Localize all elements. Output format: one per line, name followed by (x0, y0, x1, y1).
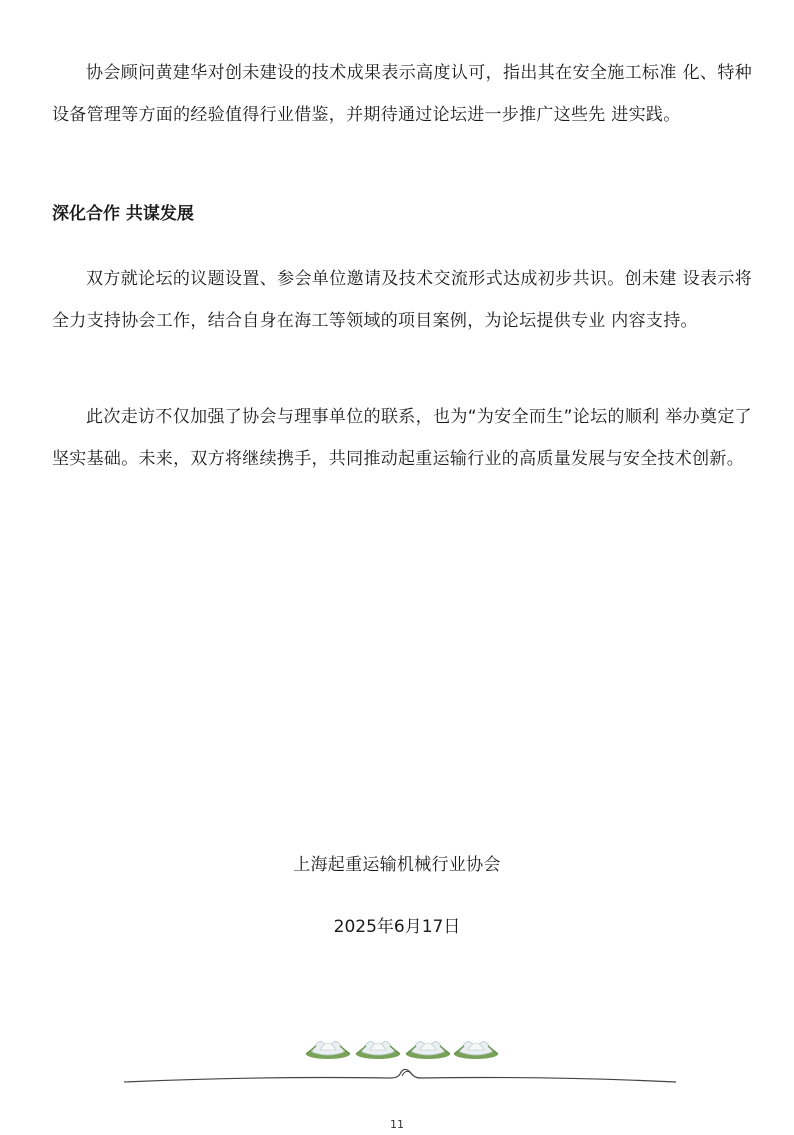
signature-date: 2025年6月17日 (333, 917, 461, 937)
divider-line (124, 1069, 676, 1082)
lotus-flower-icon (406, 1041, 450, 1059)
body-paragraph: 此次走访不仅加强了协会与理事单位的联系，也为“为安全而生”论坛的顺利 举办奠定了坚实基础。未来，双方将继续携手，共同推动起重运输行业的高质量发展与安全技术创新。 (52, 407, 752, 469)
body-paragraph: 双方就论坛的议题设置、参会单位邀请及技术交流形式达成初步共识。创未建 设表示将全力支持协会工作，结合自身在海工等领域的项目案例，为论坛提供专业 内容支持。 (52, 269, 752, 331)
lotus-flower-icon (454, 1041, 498, 1059)
body-paragraph: 协会顾问黄建华对创未建设的技术成果表示高度认可，指出其在安全施工标准 化、特种设备管理等方面的经验值得行业借鉴，并期待通过论坛进一步推广这些先 进实践。 (52, 63, 752, 125)
lotus-flowers-divider-icon (120, 1020, 680, 1090)
lotus-flower-icon (356, 1041, 400, 1059)
page-number: 11 (390, 1118, 404, 1131)
signature-organization: 上海起重运输机械行业协会 (293, 855, 501, 875)
section-heading: 深化合作 共谋发展 (52, 204, 194, 224)
lotus-flower-icon (306, 1041, 350, 1059)
